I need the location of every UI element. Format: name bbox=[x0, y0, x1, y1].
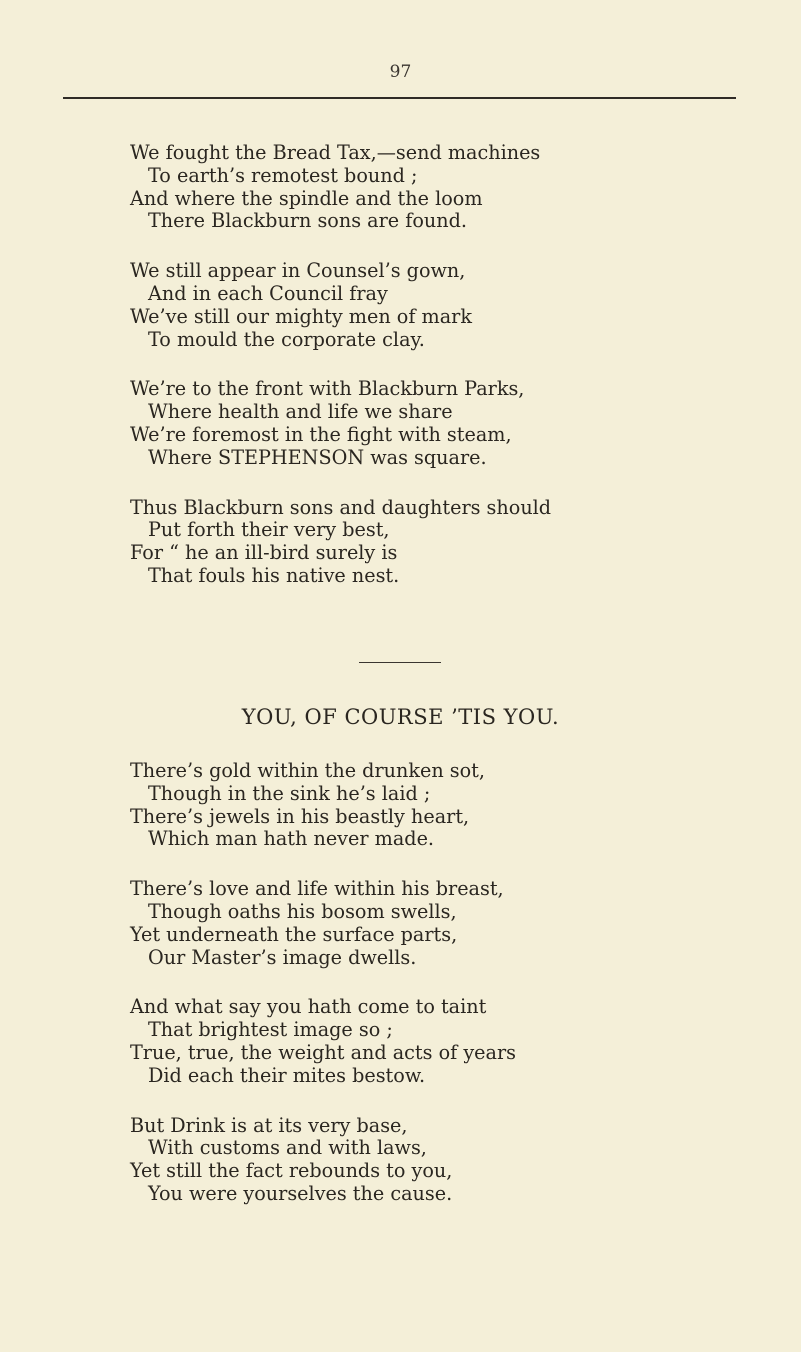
poem-line: We fought the Bread Tax,—send machines bbox=[130, 141, 541, 164]
stanza bbox=[130, 996, 730, 1087]
stanza bbox=[130, 878, 730, 969]
poem-line: There’s jewels in his beastly heart, bbox=[130, 804, 470, 828]
poem-line: There’s gold within the drunken sot, bbox=[130, 759, 485, 782]
stanza bbox=[130, 1115, 730, 1206]
poem-line: And in each Council fray bbox=[148, 281, 388, 305]
poem-line: There Blackburn sons are found. bbox=[148, 209, 467, 233]
poem-one bbox=[130, 142, 730, 615]
poem-line: We’ve still our mighty men of mark bbox=[130, 304, 472, 328]
poem-two bbox=[130, 760, 730, 1233]
poem-line: That fouls his native nest. bbox=[148, 563, 400, 587]
stanza bbox=[130, 760, 730, 851]
poem-line: To mould the corporate clay. bbox=[148, 327, 425, 351]
poem-line: We’re foremost in the fight with steam, bbox=[130, 422, 512, 446]
poem-line: Though oaths his bosom swells, bbox=[148, 899, 457, 923]
stanza bbox=[130, 378, 730, 469]
poem-line: True, true, the weight and acts of years bbox=[130, 1040, 516, 1064]
poem-line: And what say you hath come to taint bbox=[130, 995, 487, 1019]
page-number: 97 bbox=[389, 62, 412, 82]
poem-line: To earth’s remotest bound ; bbox=[148, 163, 418, 187]
poem-line: You were yourselves the cause. bbox=[148, 1181, 453, 1205]
poem-line: Yet still the fact rebounds to you, bbox=[130, 1159, 453, 1183]
poem-line: Yet underneath the surface parts, bbox=[130, 922, 458, 946]
poem-line: Did each their mites bestow. bbox=[148, 1063, 426, 1087]
poem-line: Thus Blackburn sons and daughters should bbox=[130, 495, 552, 519]
poem-line: Which man hath never made. bbox=[148, 827, 435, 851]
poem-line: Though in the sink he’s laid ; bbox=[148, 781, 431, 805]
section-divider bbox=[359, 662, 441, 663]
stanza bbox=[130, 497, 730, 588]
poem-line: Put forth their very best, bbox=[148, 518, 390, 542]
poem-line: There’s love and life within his breast, bbox=[130, 877, 504, 901]
stanza bbox=[130, 260, 730, 351]
poem-line: And where the spindle and the loom bbox=[130, 186, 483, 210]
stanza bbox=[130, 142, 730, 233]
poem-line: Where STEPHENSON was square. bbox=[148, 445, 487, 469]
poem-line: With customs and with laws, bbox=[148, 1136, 427, 1160]
poem-line: Our Master’s image dwells. bbox=[148, 945, 417, 969]
poem-line: Where health and life we share bbox=[148, 400, 453, 424]
poem-line: That brightest image so ; bbox=[148, 1018, 393, 1042]
poem-line: For “ he an ill-bird surely is bbox=[130, 541, 398, 565]
poem-line: We still appear in Counsel’s gown, bbox=[130, 259, 466, 283]
poem-line: But Drink is at its very base, bbox=[130, 1113, 408, 1137]
poem-title: YOU, OF COURSE ’TIS YOU. bbox=[241, 705, 560, 729]
poem-line: We’re to the front with Blackburn Parks, bbox=[130, 377, 525, 401]
header-rule bbox=[63, 97, 736, 99]
